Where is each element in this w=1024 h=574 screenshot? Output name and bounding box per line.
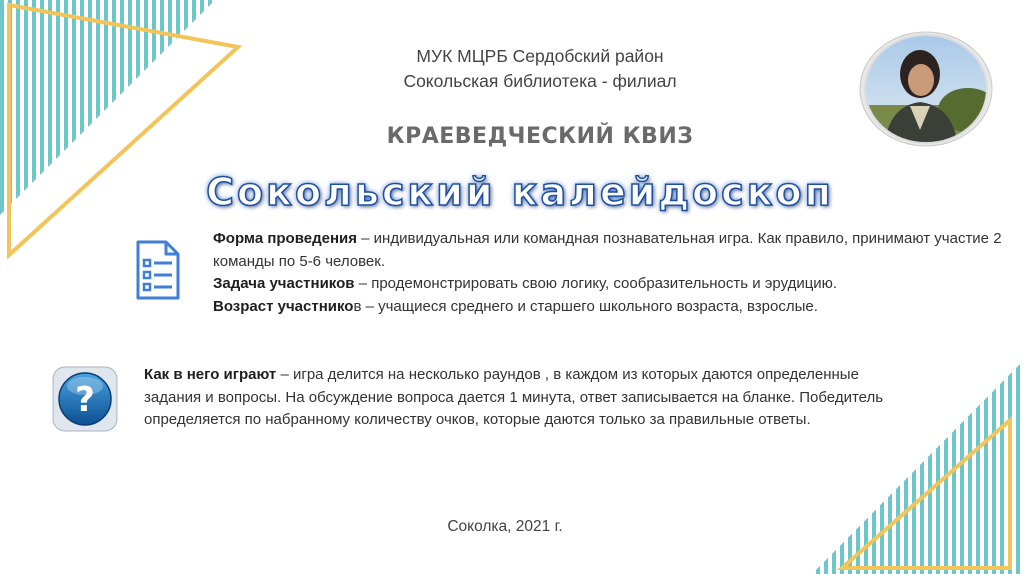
how-to-play-text: – игра делится на несколько раундов , в каждом из которых даются определенные задания и вопросы. На обсуждение вопроса дается 1 минута, ответ записывается на бланке. Победитель определяется по набранному количеству очков, которые даются только за правильные ответы. xyxy=(144,366,884,428)
svg-text:?: ? xyxy=(75,380,95,420)
document-checklist-icon xyxy=(134,238,182,302)
organization-line-2: Сокольская библиотека - филиал xyxy=(403,71,677,91)
organization-line-1: МУК МЦРБ Сердобский район xyxy=(416,46,664,66)
quiz-details xyxy=(213,228,1003,318)
organization-header xyxy=(340,44,740,94)
form-text: – индивидуальная или командная познавательная игра. Как правило, принимают участие 2 команды по 5-6 человек. xyxy=(213,230,1002,270)
quiz-title: Сокольский калейдоскоп xyxy=(206,170,834,214)
task-paragraph xyxy=(213,273,1003,296)
how-to-play-label: Как в него играют xyxy=(144,366,277,383)
how-to-play xyxy=(144,364,904,432)
question-mark-icon xyxy=(50,364,120,434)
age-label: Возраст участнико xyxy=(213,297,354,315)
task-text: – продемонстрировать свою логику, сообразительность и эрудицию. xyxy=(354,275,838,292)
top-left-striped-triangle xyxy=(0,0,220,220)
age-text: в – учащиеся среднего и старшего школьного возраста, взрослые. xyxy=(353,297,818,315)
author-photo xyxy=(858,30,994,148)
form-label: Форма проведения xyxy=(213,230,357,247)
quiz-type-heading: КРАЕВЕДЧЕСКИЙ КВИЗ xyxy=(386,124,694,149)
footer-place-year: Соколка, 2021 г. xyxy=(447,518,563,535)
task-label: Задача участников xyxy=(213,275,355,292)
age-paragraph xyxy=(213,296,1003,319)
form-paragraph xyxy=(213,228,1003,273)
